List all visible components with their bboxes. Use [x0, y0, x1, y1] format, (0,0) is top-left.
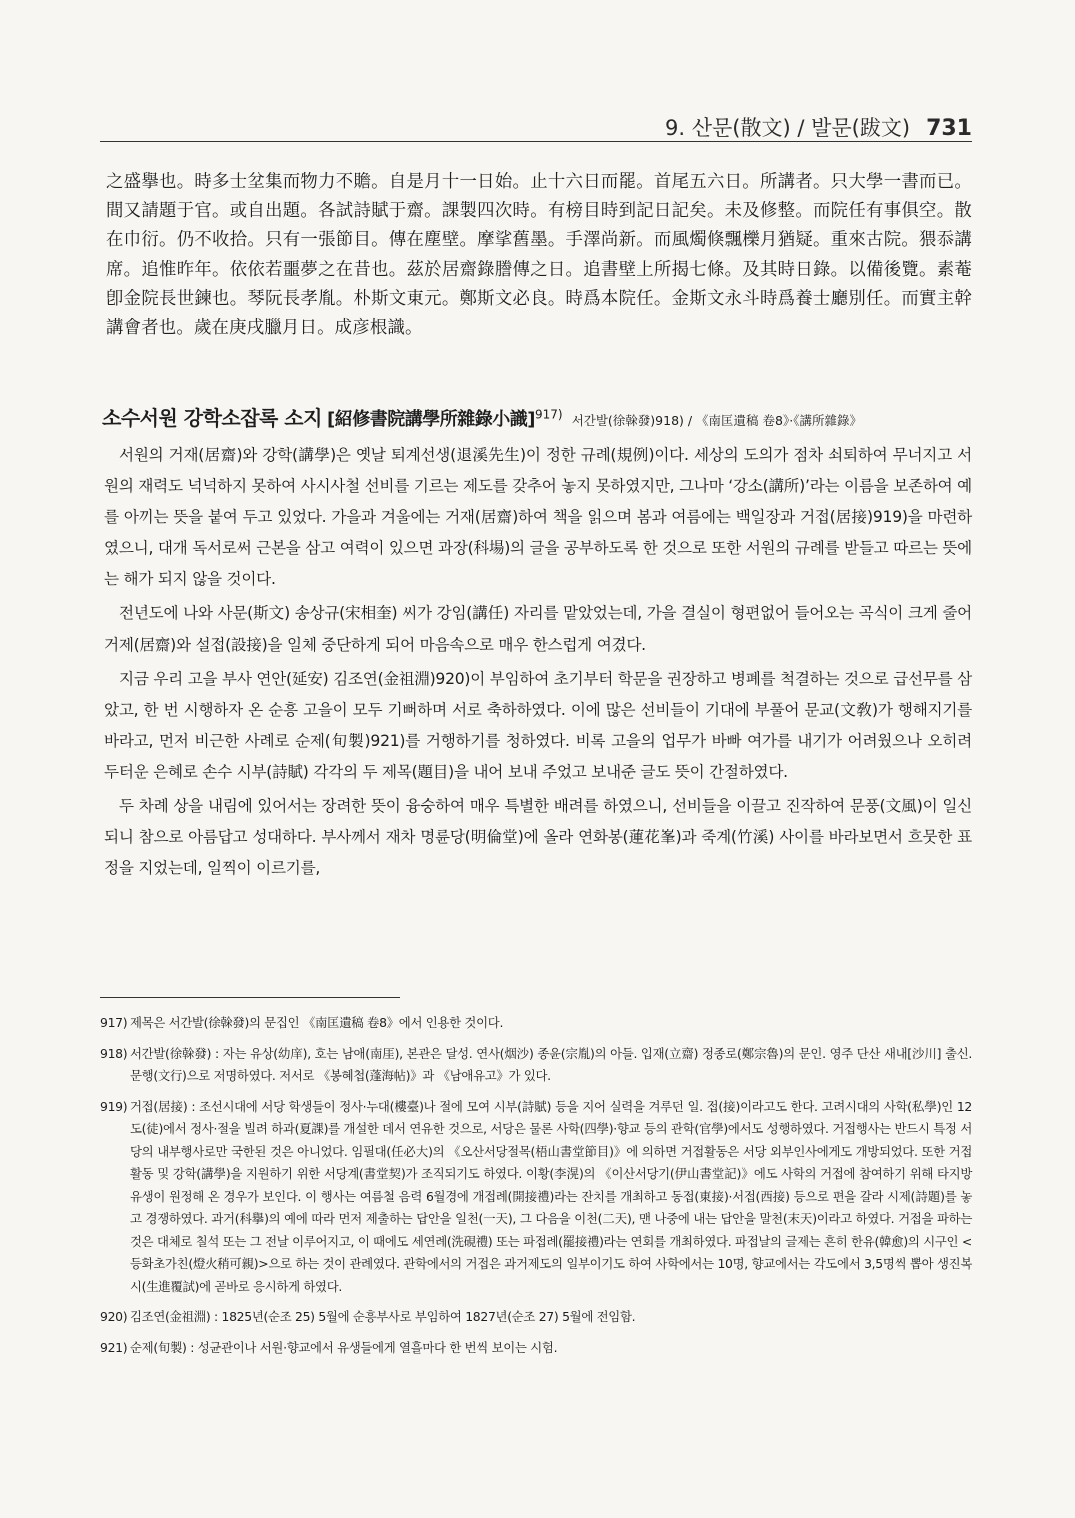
- footnotes: [100, 1012, 972, 1367]
- footnote: [100, 1012, 972, 1035]
- footnote-number: 919): [100, 1098, 128, 1114]
- footnote: [100, 1337, 972, 1360]
- section-title-hanja: [紹修書院講學所雜錄小識]: [327, 409, 535, 430]
- footnote-text: 제목은 서간발(徐榦發)의 문집인 《南匡遺稿 卷8》에서 인용한 것이다.: [130, 1015, 504, 1030]
- body-paragraph: 두 차례 상을 내림에 있어서는 장려한 뜻이 융숭하여 매우 특별한 배려를 하였으니, 선비들을 이끌고 진작하여 문풍(文風)이 일신되니 참으로 아름답고 성대하다. 부사께서 재차 명륜당(明倫堂)에 올라 연화봉(蓮花峯)과 죽계(竹溪) 사이를 바라보면서 흐뭇한 표정을 지었는데, 일찍이 이르기를,: [104, 797, 972, 878]
- section-title-korean: 소수서원 강학소잡록 소지: [102, 406, 322, 430]
- header-rule: [100, 141, 972, 142]
- body-text: [104, 440, 972, 887]
- footnote: [100, 1306, 972, 1329]
- section-title-source: 서간발(徐榦發)918) / 《南匡遺稿 卷8》·《講所雜錄》: [571, 413, 862, 428]
- footnote: [100, 1096, 972, 1299]
- body-paragraph: 서원의 거재(居齋)와 강학(講學)은 옛날 퇴계선생(退溪先生)이 정한 규례(規例)이다. 세상의 도의가 점차 쇠퇴하여 무너지고 서원의 재력도 넉넉하지 못하여 사시사철 선비를 기르는 제도를 갖추어 놓지 못하였지만, 그나마 ‘강소(講所)’라는 이름을 보존하여 예를 아끼는 뜻을 붙여 두고 있었다. 가을과 겨울에는 거재(居齋)하여 책을 읽으며 봄과 여름에는 백일장과 거접(居接)919)을 마련하였으니, 대개 독서로써 근본을 삼고 여력이 있으면 과장(科場)의 글을 공부하도록 한 것으로 또한 서원의 규례를 받들고 따르는 뜻에는 해가 되지 않을 것이다.: [104, 446, 972, 589]
- footnote-text: 김조연(金祖淵) : 1825년(순조 25) 5월에 순흥부사로 부임하여 1827년(순조 27) 5월에 전임함.: [130, 1309, 636, 1324]
- section-title-footnote-ref: 917): [535, 407, 563, 422]
- footnote-number: 917): [100, 1015, 128, 1030]
- footnote-number: 921): [100, 1339, 128, 1355]
- footnote-text: 서간발(徐榦發) : 자는 유상(幼庠), 호는 남애(南厓), 본관은 달성. 연사(烟沙) 종윤(宗胤)의 아들. 입재(立齋) 정종로(鄭宗魯)의 문인. 영주 단산 새내[沙川] 출신. 문행(文行)으로 저명하였다. 저서로 《봉혜첩(蓬海帖)》과 《남애유고》가 있다.: [130, 1045, 972, 1083]
- hanja-paragraph: 之盛擧也。時多士坌集而物力不贍。自是月十一日始。止十六日而罷。首尾五六日。所講者。只大學一書而已。間又請題于官。或自出題。各試詩賦于齋。課製四次時。有榜目時到記日記矣。未及修整。而院任有事俱空。散在巾衍。仍不收拾。只有一張節目。傳在塵壁。摩挲舊墨。手澤尚新。而風燭倏飄櫟月猶疑。重來古院。猥忝講席。追惟昨年。依依若噩夢之在昔也。茲於居齋錄謄傳之日。追書壁上所揭七條。及其時日錄。以備後覽。素菴卽金院長世鍊也。琴阮長孝胤。朴斯文東元。鄭斯文必良。時爲本院任。金斯文永斗時爲養士廳別任。而實主幹講會者也。歲在庚戌臘月日。成彦根識。: [106, 172, 972, 339]
- footnote-number: 920): [100, 1309, 128, 1324]
- footnote-rule: [100, 997, 400, 998]
- footnote-text: 순제(旬製) : 성균관이나 서원·향교에서 유생들에게 열흘마다 한 번씩 보이는 시험.: [130, 1339, 558, 1355]
- header-section-title: 9. 산문(散文) / 발문(跋文): [665, 116, 911, 140]
- body-paragraph: 지금 우리 고을 부사 연안(延安) 김조연(金祖淵)920)이 부임하여 초기부터 학문을 권장하고 병폐를 척결하는 것으로 급선무를 삼았고, 한 번 시행하자 온 순흥 고을이 모두 기뻐하며 서로 축하하였다. 이에 많은 선비들이 기대에 부풀어 문교(文敎)가 행해지기를 바라고, 먼저 비근한 사례로 순제(旬製)921)를 거행하기를 청하였다. 비록 고을의 업무가 바빠 여가를 내기가 어려웠으나 오히려 두터운 은혜로 손수 시부(詩賦) 각각의 두 제목(題目)을 내어 보내 주었고 보내준 글도 뜻이 간절하였다.: [104, 669, 973, 781]
- footnote-text: 거접(居接) : 조선시대에 서당 학생들이 정사·누대(樓臺)나 절에 모여 시부(詩賦) 등을 지어 실력을 겨루던 일. 접(接)이라고도 한다. 고려시대의 사학(私學)인 12도(徒)에서 정사·절을 빌려 하과(夏課)를 개설한 데서 연유한 것으로, 서당은 물론 사학(四學)·향교 등의 관학(官學)에서도 성행하였다. 거접행사는 반드시 특정 서당의 내부행사로만 국한된 것은 아니었다. 임필대(任必大)의 《오산서당절목(梧山書堂節目)》에 의하면 거접활동은 서당 외부인사에게도 개방되었다. 또한 거접활동 및 강학(講學)을 지원하기 위한 서당계(書堂契)가 조직되기도 하였다. 이황(李滉)의 《이산서당기(伊山書堂記)》에도 사학의 거접에 참여하기 위해 타지방 유생이 원정해 온 경우가 보인다. 이 행사는 여름철 음력 6월경에 개접례(開接禮)라는 잔치를 개최하고 동접(東接)·서접(西接) 등으로 편을 갈라 시제(詩題)를 놓고 경쟁하였다. 과거(科擧)의 예에 따라 먼저 제출하는 답안을 일천(一天), 그 다음을 이천(二天), 맨 나중에 내는 답안을 말천(末天)이라고 하였다. 거접을 파하는 것은 대체로 칠석 또는 그 전날 이루어지고, 이 때에도 세연례(洗硯禮) 또는 파접례(罷接禮)라는 연회를 개최하였다. 파접날의 글제는 흔히 한유(韓愈)의 시구인 <등화초가친(燈火稍可親)>으로 하는 것이 관례였다. 관학에서의 거접은 과거제도의 일부이기도 하여 사학에서는 10명, 향교에서는 각도에서 3,5명씩 뽑아 생진복시(生進覆試)에 곧바로 응시하게 하였다.: [130, 1098, 973, 1294]
- page-number: 731: [926, 116, 972, 141]
- body-paragraph: 전년도에 나와 사문(斯文) 송상규(宋相奎) 씨가 강임(講任) 자리를 맡았었는데, 가을 결실이 형편없어 들어오는 곡식이 크게 줄어 거제(居齋)와 설접(設接)을 일체 중단하게 되어 마음속으로 매우 한스럽게 여겼다.: [104, 604, 972, 654]
- section-title: [102, 402, 972, 431]
- footnote: [100, 1043, 972, 1088]
- header-text: [665, 112, 972, 142]
- document-page: [100, 0, 972, 1518]
- running-header: [100, 112, 972, 142]
- footnote-number: 918): [100, 1045, 128, 1061]
